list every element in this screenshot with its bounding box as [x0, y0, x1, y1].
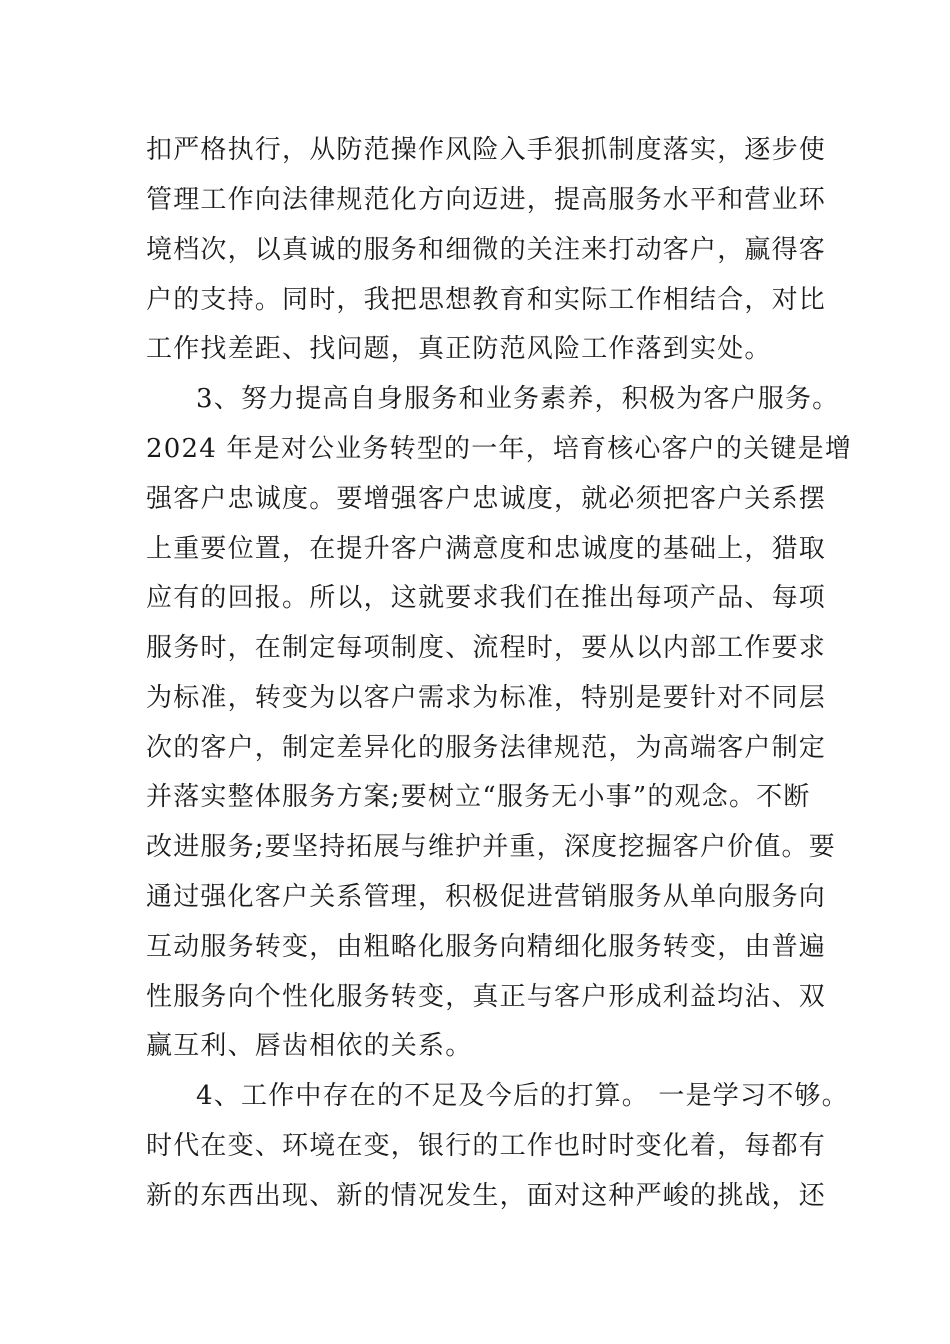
text-line: 次的客户，制定差异化的服务法律规范，为高端客户制定 — [146, 733, 827, 763]
text-line: 性服务向个性化服务转变，真正与客户形成利益均沾、双 — [146, 982, 827, 1012]
text-line: 赢互利、唇齿相依的关系。 — [146, 1031, 473, 1061]
text-line: 应有的回报。所以，这就要求我们在推出每项产品、每项 — [146, 583, 827, 613]
text-line: 时代在变、环境在变，银行的工作也时时变化着，每都有 — [146, 1131, 827, 1161]
text-line: 管理工作向法律规范化方向迈进，提高服务水平和营业环 — [146, 185, 827, 215]
paragraph-heading: 4、工作中存在的不足及今后的打算。 一是学习不够。 — [196, 1081, 849, 1111]
text-line: 工作找差距、找问题，真正防范风险工作落到实处。 — [146, 334, 772, 364]
paragraph-heading: 3、努力提高自身服务和业务素养，积极为客户服务。 — [196, 384, 840, 414]
text-line: 服务时，在制定每项制度、流程时，要从以内部工作要求 — [146, 633, 827, 663]
text-line: 通过强化客户关系管理，积极促进营销服务从单向服务向 — [146, 882, 827, 912]
text-line: 为标准，转变为以客户需求为标准，特别是要针对不同层 — [146, 683, 827, 713]
text-line: 改进服务;要坚持拓展与维护并重，深度挖掘客户价值。要 — [146, 832, 836, 862]
text-line: 并落实整体服务方案;要树立“服务无小事”的观念。不断 — [146, 782, 811, 812]
text-line: 2024 年是对公业务转型的一年，培育核心客户的关键是增 — [146, 434, 853, 464]
text-line: 互动服务转变，由粗略化服务向精细化服务转变，由普遍 — [146, 932, 827, 962]
text-line: 新的东西出现、新的情况发生，面对这种严峻的挑战，还 — [146, 1181, 827, 1211]
text-line: 户的支持。同时，我把思想教育和实际工作相结合，对比 — [146, 285, 827, 315]
text-line: 强客户忠诚度。要增强客户忠诚度，就必须把客户关系摆 — [146, 484, 827, 514]
text-line: 扣严格执行，从防范操作风险入手狠抓制度落实，逐步使 — [146, 135, 827, 165]
text-line: 上重要位置，在提升客户满意度和忠诚度的基础上，猎取 — [146, 534, 827, 564]
text-line: 境档次，以真诚的服务和细微的关注来打动客户，赢得客 — [146, 235, 827, 265]
